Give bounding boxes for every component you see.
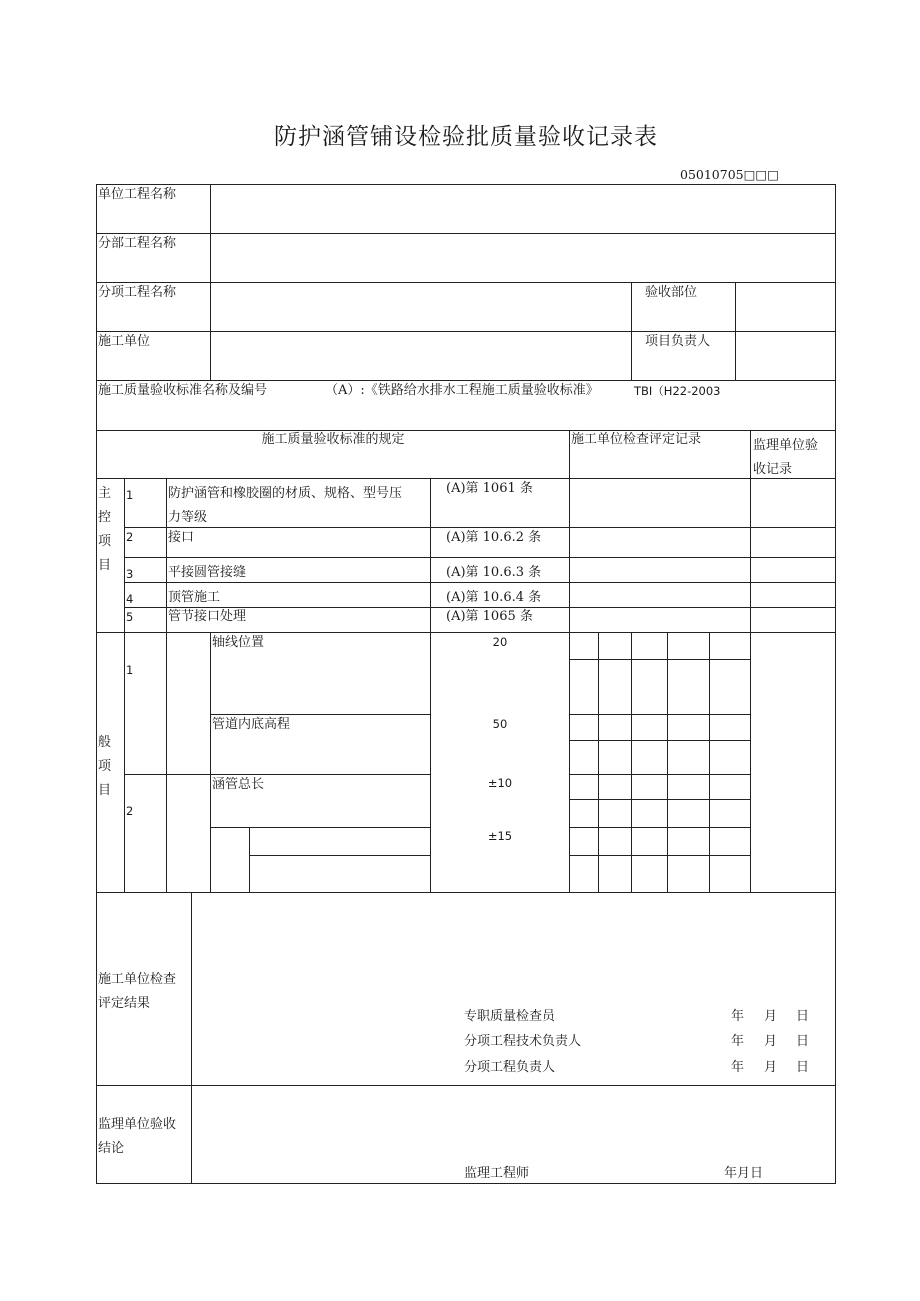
general-row-tolerance: ±10 bbox=[487, 776, 513, 790]
form-title: 防护涵管铺设检验批质量验收记录表 bbox=[274, 124, 658, 150]
supervisor-record-header-line1: 监理单位验 bbox=[753, 438, 819, 453]
unit-project-label: 单位工程名称 bbox=[98, 187, 177, 202]
standard-value: （A）:《铁路给水排水工程施工质量验收标准》 bbox=[325, 383, 599, 398]
main-item-clause: (A)第 1065 条 bbox=[446, 609, 533, 624]
signer-role: 专职质量检查员 bbox=[464, 1009, 556, 1024]
main-item-desc: 力等级 bbox=[168, 510, 208, 525]
subitem-project-label: 分项工程名称 bbox=[98, 285, 177, 300]
main-item-clause: (A)第 10.6.4 条 bbox=[446, 590, 542, 605]
supervisor-sign-date: 年月日 bbox=[724, 1166, 764, 1181]
main-item-no: 4 bbox=[126, 592, 134, 606]
main-item-desc: 顶管施工 bbox=[168, 590, 221, 605]
sign-day: 日 bbox=[796, 1009, 810, 1024]
signer-role: 分项工程负责人 bbox=[464, 1060, 556, 1075]
sign-day: 日 bbox=[796, 1060, 810, 1075]
project-manager-label: 项目负责人 bbox=[645, 334, 711, 349]
general-row-name: 涵管总长 bbox=[212, 777, 265, 792]
main-item-desc: 防护涵管和橡胶圈的材质、规格、型号压 bbox=[168, 486, 403, 501]
main-item-desc: 管节接口处理 bbox=[168, 609, 247, 624]
supervisor-record-header-line2: 收记录 bbox=[753, 462, 793, 477]
main-control-label-char: 项 bbox=[98, 534, 112, 549]
main-control-label-char: 主 bbox=[98, 486, 112, 501]
form-code: 05010705□□□ bbox=[680, 167, 780, 182]
sign-month: 月 bbox=[764, 1034, 778, 1049]
general-label-char: 项 bbox=[98, 759, 112, 774]
general-row-name: 管道内底高程 bbox=[212, 717, 291, 732]
main-item-clause: (A)第 1061 条 bbox=[446, 481, 533, 496]
sign-year: 年 bbox=[731, 1009, 745, 1024]
provisions-header: 施工质量验收标准的规定 bbox=[261, 432, 405, 447]
main-item-no: 1 bbox=[126, 488, 134, 502]
supervising-engineer-label: 监理工程师 bbox=[464, 1166, 530, 1181]
sign-day: 日 bbox=[796, 1034, 810, 1049]
signer-role: 分项工程技术负责人 bbox=[464, 1034, 582, 1049]
contractor-record-header: 施工单位检查评定记录 bbox=[571, 432, 702, 447]
general-row-name: 轴线位置 bbox=[212, 635, 265, 650]
main-item-no: 2 bbox=[126, 530, 134, 544]
general-group-no: 2 bbox=[126, 804, 134, 818]
contractor-result-label-line2: 评定结果 bbox=[98, 996, 151, 1011]
sign-year: 年 bbox=[731, 1060, 745, 1075]
main-item-desc: 接口 bbox=[168, 530, 195, 545]
sign-year: 年 bbox=[731, 1034, 745, 1049]
general-row-tolerance: 50 bbox=[492, 717, 508, 731]
general-row-tolerance: 20 bbox=[492, 635, 508, 649]
general-label-char: 般 bbox=[98, 735, 112, 750]
supervisor-conclusion-label-line1: 监理单位验收 bbox=[98, 1117, 177, 1132]
standard-code: TBI（H22-2003 bbox=[634, 384, 721, 398]
acceptance-part-label: 验收部位 bbox=[645, 285, 698, 300]
main-control-label-char: 控 bbox=[98, 510, 112, 525]
main-item-no: 3 bbox=[126, 567, 134, 581]
main-control-label-char: 目 bbox=[98, 558, 112, 573]
general-group-no: 1 bbox=[126, 663, 134, 677]
main-item-clause: (A)第 10.6.3 条 bbox=[446, 565, 542, 580]
sign-month: 月 bbox=[764, 1009, 778, 1024]
sign-month: 月 bbox=[764, 1060, 778, 1075]
division-project-label: 分部工程名称 bbox=[98, 236, 177, 251]
general-row-tolerance: ±15 bbox=[487, 829, 513, 843]
general-label-char: 目 bbox=[98, 783, 112, 798]
supervisor-conclusion-label-line2: 结论 bbox=[98, 1141, 125, 1156]
contractor-result-label-line1: 施工单位检查 bbox=[98, 972, 177, 987]
main-item-no: 5 bbox=[126, 610, 134, 624]
main-item-clause: (A)第 10.6.2 条 bbox=[446, 530, 542, 545]
contractor-label: 施工单位 bbox=[98, 334, 151, 349]
standard-label: 施工质量验收标准名称及编号 bbox=[98, 383, 268, 398]
main-item-desc: 平接圆管接缝 bbox=[168, 565, 247, 580]
